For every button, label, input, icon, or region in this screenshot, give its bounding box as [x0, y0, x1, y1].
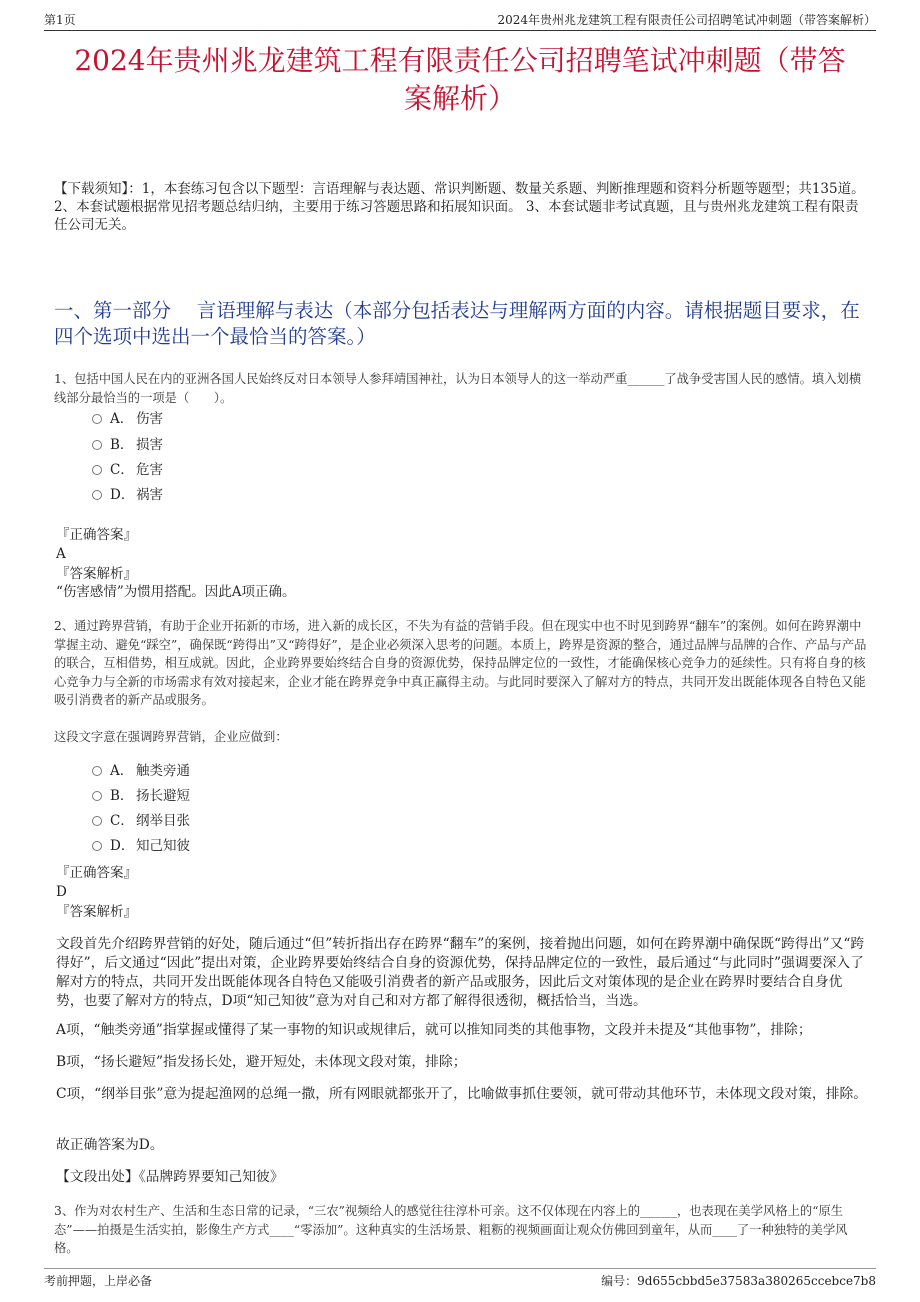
footer-divider — [44, 1268, 876, 1269]
question-1-option-c[interactable]: C． 危害 — [92, 461, 163, 479]
radio-icon[interactable] — [92, 816, 102, 826]
header-doc-title: 2024年贵州兆龙建筑工程有限责任公司招聘笔试冲刺题（带答案解析） — [497, 13, 876, 27]
document-title — [40, 42, 880, 118]
question-1-text: 1、包括中国人民在内的亚洲各国人民始终反对日本领导人参拜靖国神社，认为日本领导人的这一举动严重______了战争受害国人民的感情。填入划横线部分最恰当的一项是（ ）。 — [54, 372, 862, 405]
question-1-answer: A — [56, 546, 66, 562]
page-header — [44, 10, 876, 31]
footer-doc-id: 编号：9d655cbbd5e37583a380265ccebce7b8 — [601, 1274, 876, 1288]
page-number: 第1页 — [44, 13, 76, 27]
question-2-analysis-b: B项，“扬长避短”指发扬长处，避开短处，未体现文段对策，排除； — [56, 1054, 467, 1070]
question-1-analysis: “伤害感情”为惯用搭配。因此A项正确。 — [56, 584, 296, 600]
question-2-prompt: 这段文字意在强调跨界营销，企业应做到： — [54, 730, 288, 744]
question-2-source: 【文段出处】《品牌跨界要知己知彼》 — [56, 1169, 284, 1185]
title-line-2: 案解析） — [403, 82, 516, 115]
radio-icon[interactable] — [92, 841, 102, 851]
question-1-option-d[interactable]: D． 祸害 — [92, 486, 163, 504]
question-2-answer: D — [56, 884, 67, 900]
question-2-option-b[interactable]: B． 扬长避短 — [92, 787, 190, 805]
question-2-text: 2、通过跨界营销，有助于企业开拓新的市场，进入新的成长区，不失为有益的营销手段。但在现实中也不时见到跨界“翻车”的案例。如何在跨界潮中掌握主动、避免“踩空”，确保既“跨得出”又“跨得好”，是企业必须深入思考的问题。本质上，跨界是资源的整合，通过品牌与品牌的合作、产品与产品的联合，互相借势，相互成就。因此，企业跨界要始终结合自身的资源优势，保持品牌定位的一致性，才能确保核心竞争力的延续性。只有将自身的核心竞争力与全新的市场需求有效对接起来，企业才能在跨界竞争中真正赢得主动。与此同时要深入了解对方的特点，共同开发出既能体现各自特色又能吸引消费者的新产品或服务。 — [54, 619, 867, 707]
question-2-option-d[interactable]: D． 知己知彼 — [92, 837, 190, 855]
question-2-option-c[interactable]: C． 纲举目张 — [92, 812, 190, 830]
title-line-1: 2024年贵州兆龙建筑工程有限责任公司招聘笔试冲刺题（带答 — [74, 44, 846, 77]
download-notice: 【下载须知】：1，本套练习包含以下题型：言语理解与表达题、常识判断题、数量关系题、判断推理题和资料分析题等题型；共135道。 2、本套试题根据常见招考题总结归纳，主要用于练习答题思路和拓展知识面。 3、本套试题非考试真题，且与贵州兆龙建筑工程有限责任公司无关。 — [54, 181, 865, 233]
question-2-analysis-main: 文段首先介绍跨界营销的好处，随后通过“但”转折指出存在跨界“翻车”的案例，接着抛出问题，如何在跨界潮中确保既“跨得出”又“跨得好”，后文通过“因此”提出对策，企业跨界要始终结合自身的资源优势，保持品牌定位的一致性，最后通过“与此同时”强调要深入了解对方的特点，共同开发出既能体现各自特色又能吸引消费者的新产品或服务，因此后文对策体现的是企业在跨界时要结合自身优势，也要了解对方的特点，D项“知己知彼”意为对自己和对方都了解得很透彻，概括恰当，当选。 — [56, 936, 865, 1009]
question-1-option-a[interactable]: A． 伤害 — [92, 410, 163, 428]
analysis-label: 『答案解析』 — [56, 566, 137, 582]
answer-label: 『正确答案』 — [56, 527, 137, 543]
footer-slogan: 考前押题，上岸必备 — [44, 1274, 153, 1288]
radio-icon[interactable] — [92, 465, 102, 475]
question-3-text: 3、作为对农村生产、生活和生态日常的记录，“三农”视频给人的感觉往往淳朴可亲。这不仅体现在内容上的______，也表现在美学风格上的“原生态”——拍摄是生活实拍，影像生产方式____“零添加”。这种真实的生活场景、粗粝的视频画面让观众仿佛回到童年，从而____了一种独特的美学风格。 — [54, 1204, 848, 1255]
analysis-label: 『答案解析』 — [56, 904, 137, 920]
radio-icon[interactable] — [92, 440, 102, 450]
question-2-analysis-c: C项，“纲举目张”意为提起渔网的总绳一撒，所有网眼就都张开了，比喻做事抓住要领，就可带动其他环节，未体现文段对策，排除。 — [56, 1086, 868, 1102]
question-2-conclusion: 故正确答案为D。 — [56, 1137, 164, 1153]
radio-icon[interactable] — [92, 766, 102, 776]
question-1-option-b[interactable]: B． 损害 — [92, 436, 163, 454]
question-2-option-a[interactable]: A． 触类旁通 — [92, 762, 190, 780]
radio-icon[interactable] — [92, 791, 102, 801]
radio-icon[interactable] — [92, 414, 102, 424]
radio-icon[interactable] — [92, 490, 102, 500]
question-2-analysis-a: A项，“触类旁通”指掌握或懂得了某一事物的知识或规律后，就可以推知同类的其他事物，文段并未提及“其他事物”，排除； — [56, 1022, 812, 1038]
section-heading: 一、第一部分 言语理解与表达（本部分包括表达与理解两方面的内容。请根据题目要求，在四个选项中选出一个最恰当的答案。） — [54, 299, 860, 348]
answer-label: 『正确答案』 — [56, 865, 137, 881]
